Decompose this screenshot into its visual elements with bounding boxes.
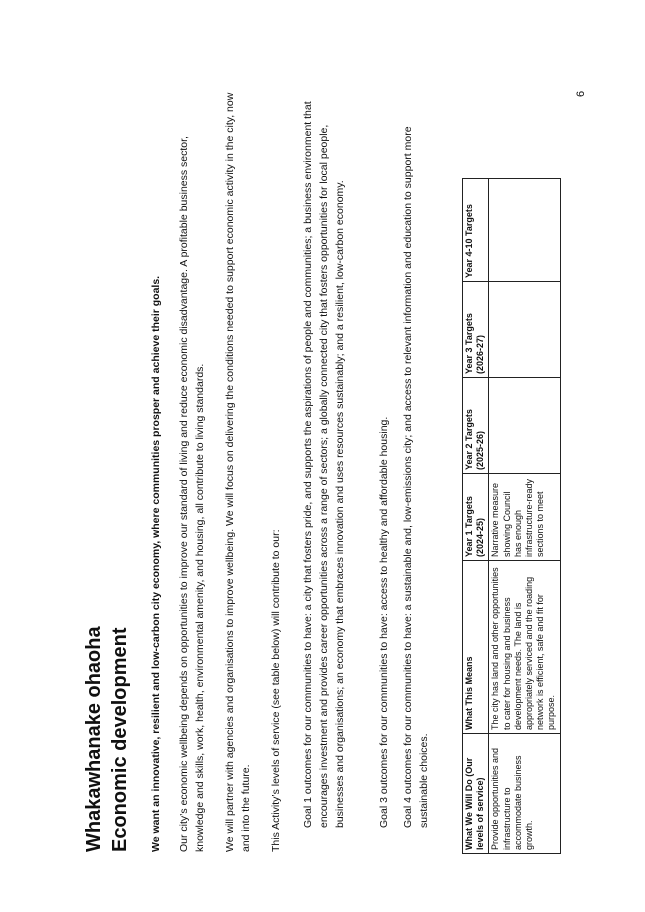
heading-english: Economic development	[109, 627, 131, 852]
goal-3: Goal 3 outcomes for our communities to have: access to healthy and affordable housing.	[378, 416, 390, 828]
cell-service: Provide opportunities and infrastructure to accommodate business growth.	[489, 734, 560, 854]
goal-4: Goal 4 outcomes for our communities to have: a sustainable and, low-emissions city; and access to relevant information and education to support more sustainable choices.	[402, 126, 430, 828]
header-what-this-means: What This Means	[463, 561, 489, 734]
goal-1: Goal 1 outcomes for our communities to have: a city that fosters pride, and supports the aspirations of people and communities; a business environment that encourages investment and provides career opportunities across a range of sectors; a globally connected city that fosters opportunities for local people, businesses and organisations; an economy that embraces innovation and uses resources sustainably; and a resilient, low-carbon economy.	[302, 101, 346, 828]
header-year-1: Year 1 Targets (2024-25)	[463, 474, 489, 561]
paragraph-levels-of-service: This Activity’s levels of service (see table below) will contribute to our:	[270, 529, 282, 852]
cell-year-4-10	[489, 179, 560, 282]
cell-meaning: The city has land and other opportunities to cater for housing and business development needs. The land is appropriately serviced and the roading network is efficient, safe and fit for purpose.	[489, 561, 560, 734]
paragraph-wellbeing: Our city’s economic wellbeing depends on opportunities to improve our standard of living and reduce economic disadvantage. A profitable business sector, knowledge and skills, work, health, environmental amenity, and housing, all contribute to living standards.	[178, 136, 206, 852]
cell-year-1: Narrative measure showing Council has enough infrastructure-ready sections to meet	[489, 474, 560, 561]
page-number: 6	[575, 90, 587, 97]
header-what-we-will-do: What We Will Do (Our levels of service)	[463, 734, 489, 854]
header-year-2: Year 2 Targets (2025-26)	[463, 378, 489, 474]
cell-year-3	[489, 282, 560, 378]
table-row	[489, 179, 560, 854]
table-header-row	[463, 179, 489, 854]
header-year-3: Year 3 Targets (2026-27)	[463, 282, 489, 378]
header-year-4-10: Year 4-10 Targets	[463, 179, 489, 282]
cell-year-2	[489, 378, 560, 474]
heading-maori: Whakawhanake ohaoha	[83, 626, 105, 852]
paragraph-partner: We will partner with agencies and organisations to improve wellbeing. We will focus on delivering the conditions needed to support economic activity in the city, now and into the future.	[224, 92, 252, 852]
levels-of-service-table	[462, 178, 561, 854]
intro-statement: We want an innovative, resilient and low-carbon city economy, where communities prosper and achieve their goals.	[150, 275, 162, 852]
